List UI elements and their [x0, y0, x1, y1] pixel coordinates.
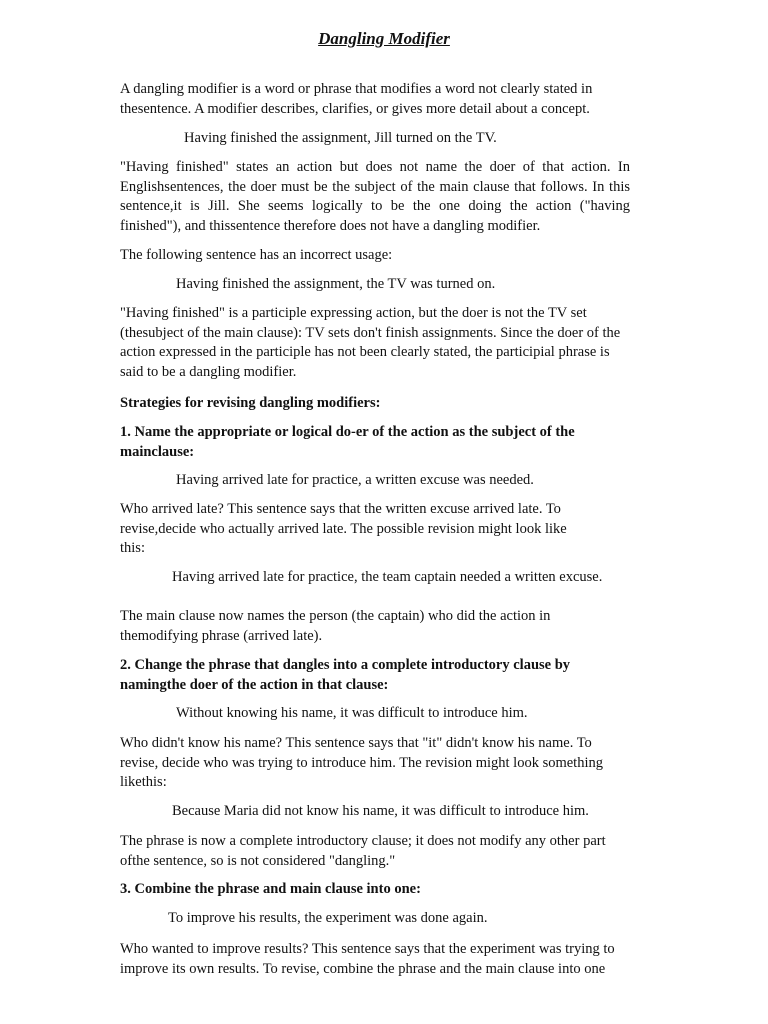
explanation-paragraph-6: The phrase is now a complete introductory clause; it does not modify any other part ofthe sentence, so is not considered "dangling.": [120, 833, 606, 869]
incorrect-usage-intro: The following sentence has an incorrect usage:: [120, 247, 393, 263]
example-sentence-2: Having finished the assignment, the TV was turned on.: [176, 276, 496, 292]
explanation-paragraph-3: Who arrived late? This sentence says that the written excuse arrived late. To revise,decide who actually arrived late. The possible revision might look like this:: [120, 501, 567, 556]
explanation-paragraph-1: "Having finished" states an action but does not name the doer of that action. In Englishsentences, the doer must be the subject of the main clause that follows. In this sentence,it is Jill. She seems logically to be the one doing the action ("having finished"), and thissentence therefore does not have a dangling modifier.: [120, 159, 630, 234]
explanation-paragraph-5: Who didn't know his name? This sentence says that "it" didn't know his name. To revise, decide who was trying to introduce him. The revision might look something likethis:: [120, 735, 603, 790]
page-title: Dangling Modifier: [318, 29, 450, 48]
example-sentence-7: To improve his results, the experiment was done again.: [168, 910, 488, 926]
example-sentence-4: Having arrived late for practice, the team captain needed a written excuse.: [172, 569, 603, 585]
explanation-paragraph-4: The main clause now names the person (the captain) who did the action in themodifying phrase (arrived late).: [120, 608, 551, 644]
explanation-paragraph-7: Who wanted to improve results? This sentence says that the experiment was trying to improve its own results. To revise, combine the phrase and the main clause into one: [120, 941, 615, 977]
example-sentence-5: Without knowing his name, it was difficult to introduce him.: [176, 705, 528, 721]
strategy-1-heading: 1. Name the appropriate or logical do-er of the action as the subject of the mainclause:: [120, 424, 575, 460]
intro-paragraph: A dangling modifier is a word or phrase that modifies a word not clearly stated in thesentence. A modifier describes, clarifies, or gives more detail about a concept.: [120, 81, 593, 117]
strategies-heading: Strategies for revising dangling modifiers:: [120, 395, 381, 411]
strategy-2-heading: 2. Change the phrase that dangles into a complete introductory clause by namingthe doer of the action in that clause:: [120, 657, 571, 693]
example-sentence-1: Having finished the assignment, Jill turned on the TV.: [184, 130, 497, 146]
example-sentence-3: Having arrived late for practice, a written excuse was needed.: [176, 472, 534, 488]
explanation-paragraph-2: "Having finished" is a participle expressing action, but the doer is not the TV set (thesubject of the main clause): TV sets don't finish assignments. Since the doer of the action expressed in the participle has not been clearly stated, the participial phrase is said to be a dangling modifier.: [120, 305, 621, 380]
example-sentence-6: Because Maria did not know his name, it was difficult to introduce him.: [172, 803, 589, 819]
strategy-3-heading: 3. Combine the phrase and main clause into one:: [120, 881, 421, 897]
